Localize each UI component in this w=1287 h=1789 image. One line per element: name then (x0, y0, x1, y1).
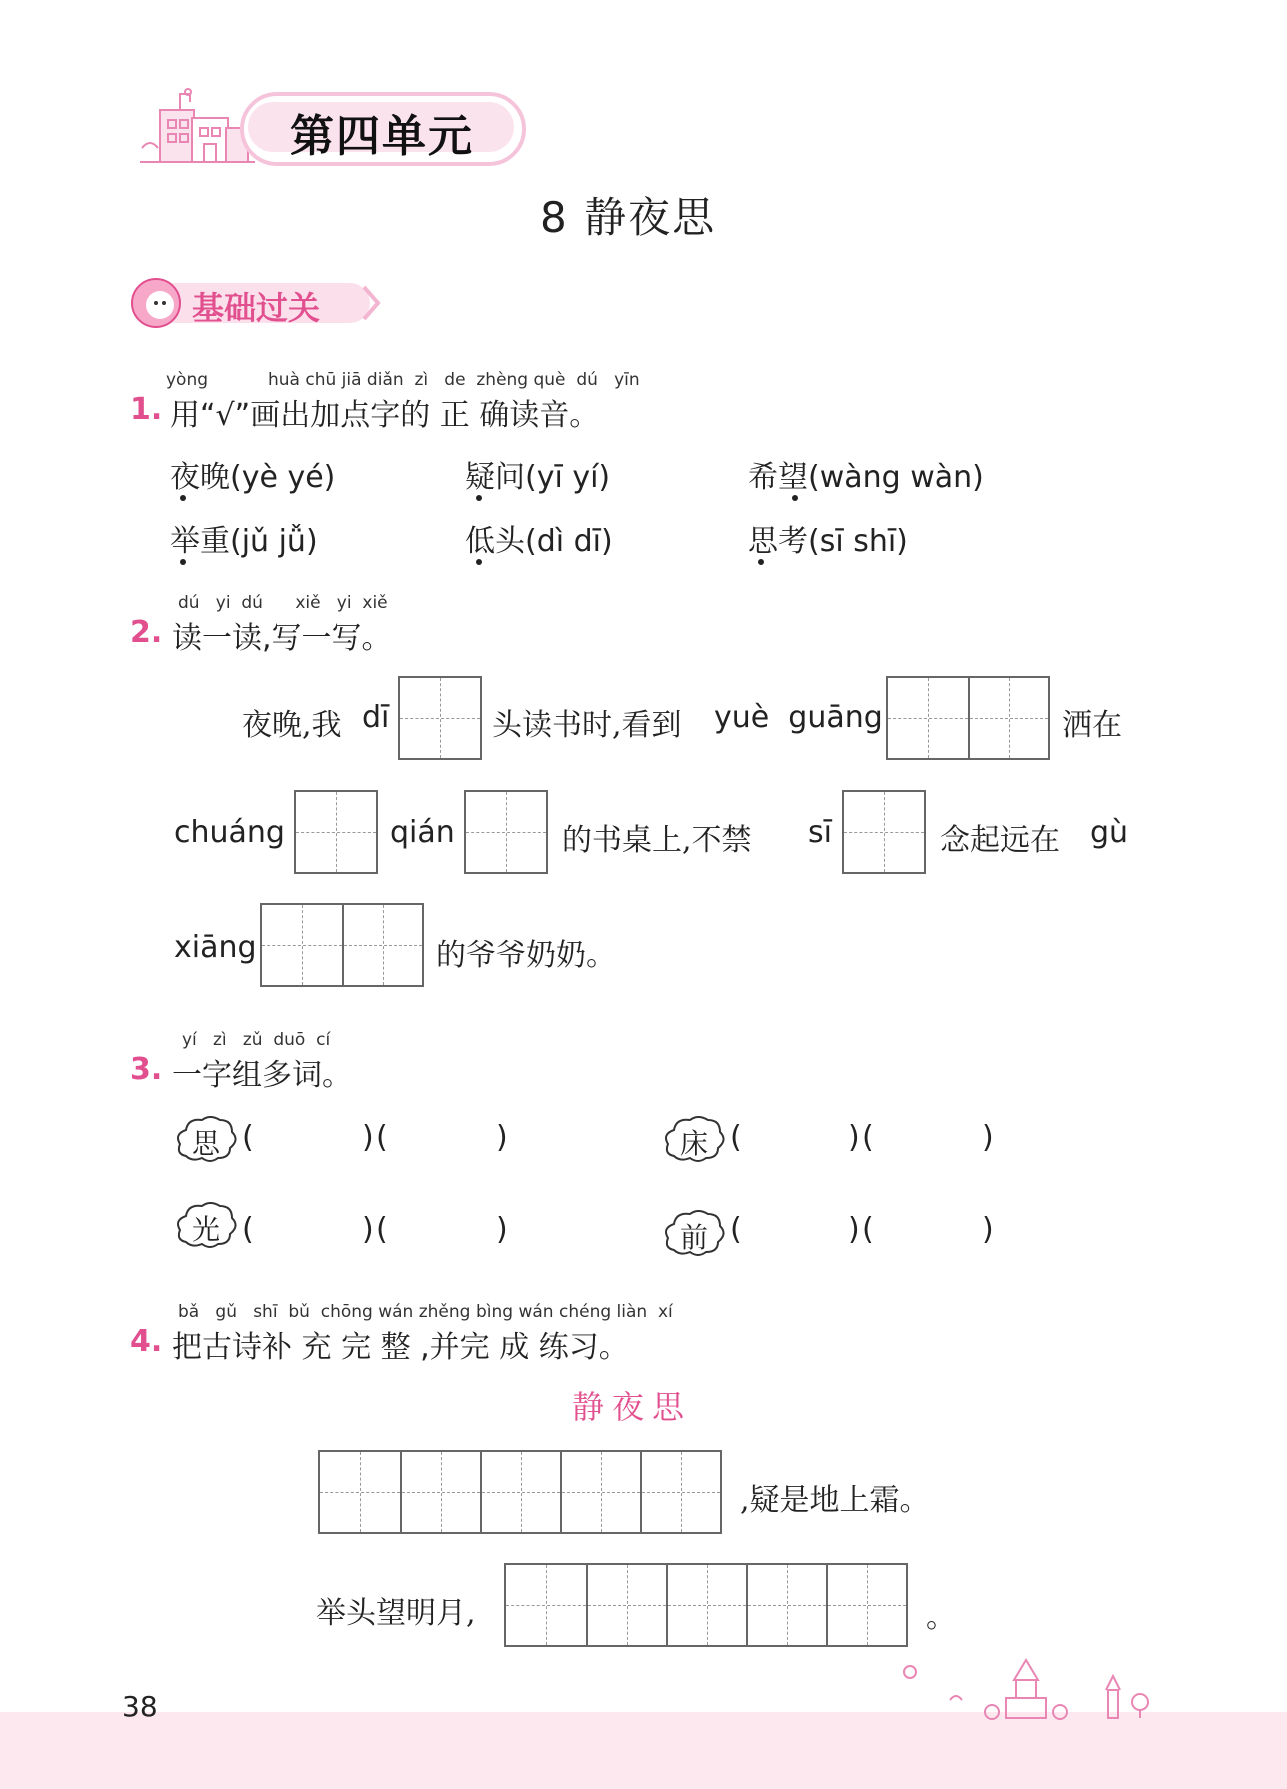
answer-paren-open: ( (376, 1212, 388, 1247)
page-number: 38 (122, 1690, 158, 1723)
q4-pinyin-1: bǎ gǔ shī bǔ chōng wán zhěng (178, 1302, 471, 1322)
poem-line1-tail: ,疑是地上霜。 (740, 1483, 930, 1518)
q2-line1-b: 头读书时,看到 (492, 708, 682, 743)
writing-grid[interactable] (260, 903, 424, 987)
emphasis-dot (180, 495, 186, 501)
answer-blank[interactable] (872, 1212, 978, 1252)
answer-paren-open: ( (242, 1120, 254, 1155)
q1-option: 举重(jǔ jǚ) (170, 524, 318, 559)
q4-number: 4. (130, 1324, 163, 1359)
q1-option: 夜晚(yè yé) (170, 460, 336, 495)
q1-choices[interactable]: (dì dī) (525, 524, 613, 559)
q1-pinyin-2: huà chū jiā diǎn zì de zhèng què dú yīn (268, 370, 640, 390)
answer-paren-open: ( (242, 1212, 254, 1247)
q1-option: 思考(sī shī) (748, 524, 908, 559)
q1-pinyin-1: yòng (166, 370, 209, 390)
answer-paren-close: ) (982, 1120, 994, 1155)
writing-grid[interactable] (398, 676, 482, 760)
q4-pinyin-2: bìng wán chéng liàn xí (476, 1302, 673, 1322)
q1-text: 用“√”画出加点字的 正 确读音。 (170, 398, 600, 433)
pinyin-prompt: yuè guāng (714, 700, 883, 735)
answer-blank[interactable] (386, 1212, 492, 1252)
unit-title: 第四单元 (290, 111, 474, 162)
answer-paren-close: ) (848, 1212, 860, 1247)
q1-choices[interactable]: (wàng wàn) (808, 460, 984, 495)
q3-pinyin: yí zì zǔ duō cí (182, 1030, 331, 1050)
q2-text: 读一读,写一写。 (172, 621, 392, 656)
q2-line1-c: 洒在 (1062, 708, 1122, 743)
pinyin-prompt: dī (362, 700, 390, 735)
q1-choices[interactable]: (yī yí) (525, 460, 611, 495)
q2-line2-b: 念起远在 (940, 823, 1060, 858)
answer-paren-open: ( (730, 1120, 742, 1155)
answer-paren-open: ( (862, 1212, 874, 1247)
answer-blank[interactable] (740, 1212, 844, 1252)
q1-choices[interactable]: (sī shī) (808, 524, 908, 559)
emphasis-dot (180, 559, 186, 565)
emphasis-dot (758, 559, 764, 565)
answer-blank[interactable] (386, 1120, 492, 1160)
q1-option: 疑问(yī yí) (465, 460, 611, 495)
q1-option: 低头(dì dī) (465, 524, 613, 559)
footer-band (0, 1712, 1287, 1789)
section-label: 基础过关 (192, 289, 321, 327)
answer-paren-close: ) (362, 1120, 374, 1155)
emphasis-dot (792, 495, 798, 501)
writing-grid[interactable] (886, 676, 1050, 760)
pinyin-prompt: xiāng (174, 930, 257, 965)
pinyin-prompt: chuáng (174, 815, 285, 850)
answer-blank[interactable] (252, 1212, 358, 1252)
answer-paren-close: ) (496, 1120, 508, 1155)
q3-text: 一字组多词。 (172, 1058, 352, 1093)
answer-blank[interactable] (252, 1120, 358, 1160)
q1-number: 1. (130, 392, 163, 427)
answer-paren-close: ) (496, 1212, 508, 1247)
q2-line1-a: 夜晚,我 (242, 708, 342, 743)
q2-pinyin: dú yi dú xiě yi xiě (178, 593, 388, 613)
answer-paren-open: ( (862, 1120, 874, 1155)
q4-text: 把古诗补 充 完 整 ,并完 成 练习。 (172, 1330, 629, 1365)
answer-paren-open: ( (376, 1120, 388, 1155)
answer-paren-close: ) (848, 1120, 860, 1155)
girl-avatar-icon (130, 275, 186, 331)
pinyin-prompt: sī (808, 815, 832, 850)
lesson-title: 8 静夜思 (540, 193, 717, 242)
writing-grid[interactable] (842, 790, 926, 874)
town-illustration-icon (880, 1650, 1180, 1720)
writing-grid[interactable] (294, 790, 378, 874)
banner-tail-icon (362, 285, 382, 321)
q2-line3-a: 的爷爷奶奶。 (436, 938, 616, 973)
cloud-character: 床 (662, 1116, 726, 1166)
q1-choices[interactable]: (yè yé) (230, 460, 336, 495)
answer-blank[interactable] (740, 1120, 844, 1160)
pinyin-prompt: gù (1090, 815, 1129, 850)
answer-paren-open: ( (730, 1212, 742, 1247)
q2-number: 2. (130, 615, 163, 650)
answer-blank[interactable] (872, 1120, 978, 1160)
cloud-character: 光 (174, 1202, 238, 1252)
q1-option: 希望(wàng wàn) (748, 460, 984, 495)
cloud-character: 前 (662, 1210, 726, 1260)
poem-line2-tail: 。 (926, 1600, 956, 1635)
writing-grid[interactable] (318, 1450, 722, 1534)
q1-choices[interactable]: (jǔ jǚ) (230, 524, 318, 559)
writing-grid[interactable] (504, 1563, 908, 1647)
emphasis-dot (476, 559, 482, 565)
q3-number: 3. (130, 1052, 163, 1087)
poem-line2-head: 举头望明月, (316, 1596, 476, 1631)
q2-line2-a: 的书桌上,不禁 (562, 823, 752, 858)
unit-banner (130, 88, 530, 168)
emphasis-dot (476, 495, 482, 501)
writing-grid[interactable] (464, 790, 548, 874)
answer-paren-close: ) (362, 1212, 374, 1247)
poem-title: 静夜思 (572, 1388, 693, 1426)
answer-paren-close: ) (982, 1212, 994, 1247)
section-banner (130, 275, 380, 331)
pinyin-prompt: qián (390, 815, 455, 850)
cloud-character: 思 (174, 1116, 238, 1166)
